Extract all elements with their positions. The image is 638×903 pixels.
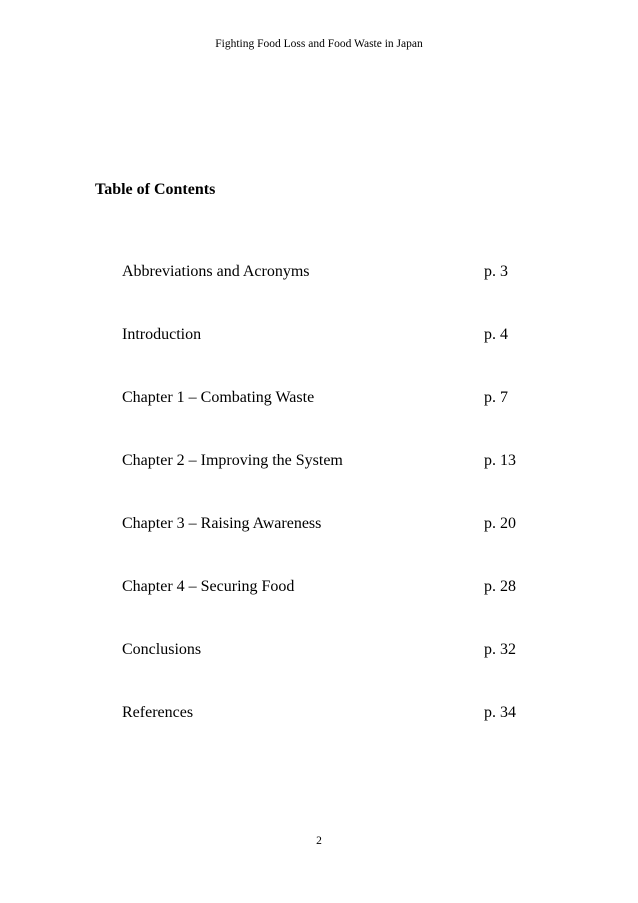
toc-entry-references: [122, 703, 532, 766]
toc-entry-page: p. 3: [484, 263, 508, 280]
toc-entry-abbreviations: [122, 262, 532, 325]
toc-entry-title: References: [122, 704, 194, 721]
toc-entry-chapter-3: [122, 514, 532, 577]
toc-entry-page: p. 28: [484, 578, 516, 595]
toc-list: [122, 262, 532, 766]
toc-entry-title: Conclusions: [122, 641, 202, 658]
toc-title: Table of Contents: [95, 181, 216, 198]
toc-entry-conclusions: [122, 640, 532, 703]
toc-entry-title: Chapter 1 – Combating Waste: [122, 389, 315, 406]
toc-entry-page: p. 7: [484, 389, 508, 406]
toc-entry-title: Chapter 4 – Securing Food: [122, 578, 295, 595]
page-number: 2: [316, 835, 322, 847]
toc-entry-page: p. 13: [484, 452, 516, 469]
toc-entry-page: p. 20: [484, 515, 516, 532]
toc-entry-title: Chapter 3 – Raising Awareness: [122, 515, 322, 532]
toc-entry-title: Introduction: [122, 326, 202, 343]
toc-entry-introduction: [122, 325, 532, 388]
toc-entry-page: p. 34: [484, 704, 516, 721]
toc-entry-chapter-4: [122, 577, 532, 640]
toc-entry-chapter-1: [122, 388, 532, 451]
toc-entry-title: Chapter 2 – Improving the System: [122, 452, 343, 469]
toc-entry-page: p. 4: [484, 326, 508, 343]
running-header: Fighting Food Loss and Food Waste in Japan: [215, 38, 423, 50]
toc-entry-title: Abbreviations and Acronyms: [122, 263, 310, 280]
toc-entry-chapter-2: [122, 451, 532, 514]
toc-entry-page: p. 32: [484, 641, 516, 658]
